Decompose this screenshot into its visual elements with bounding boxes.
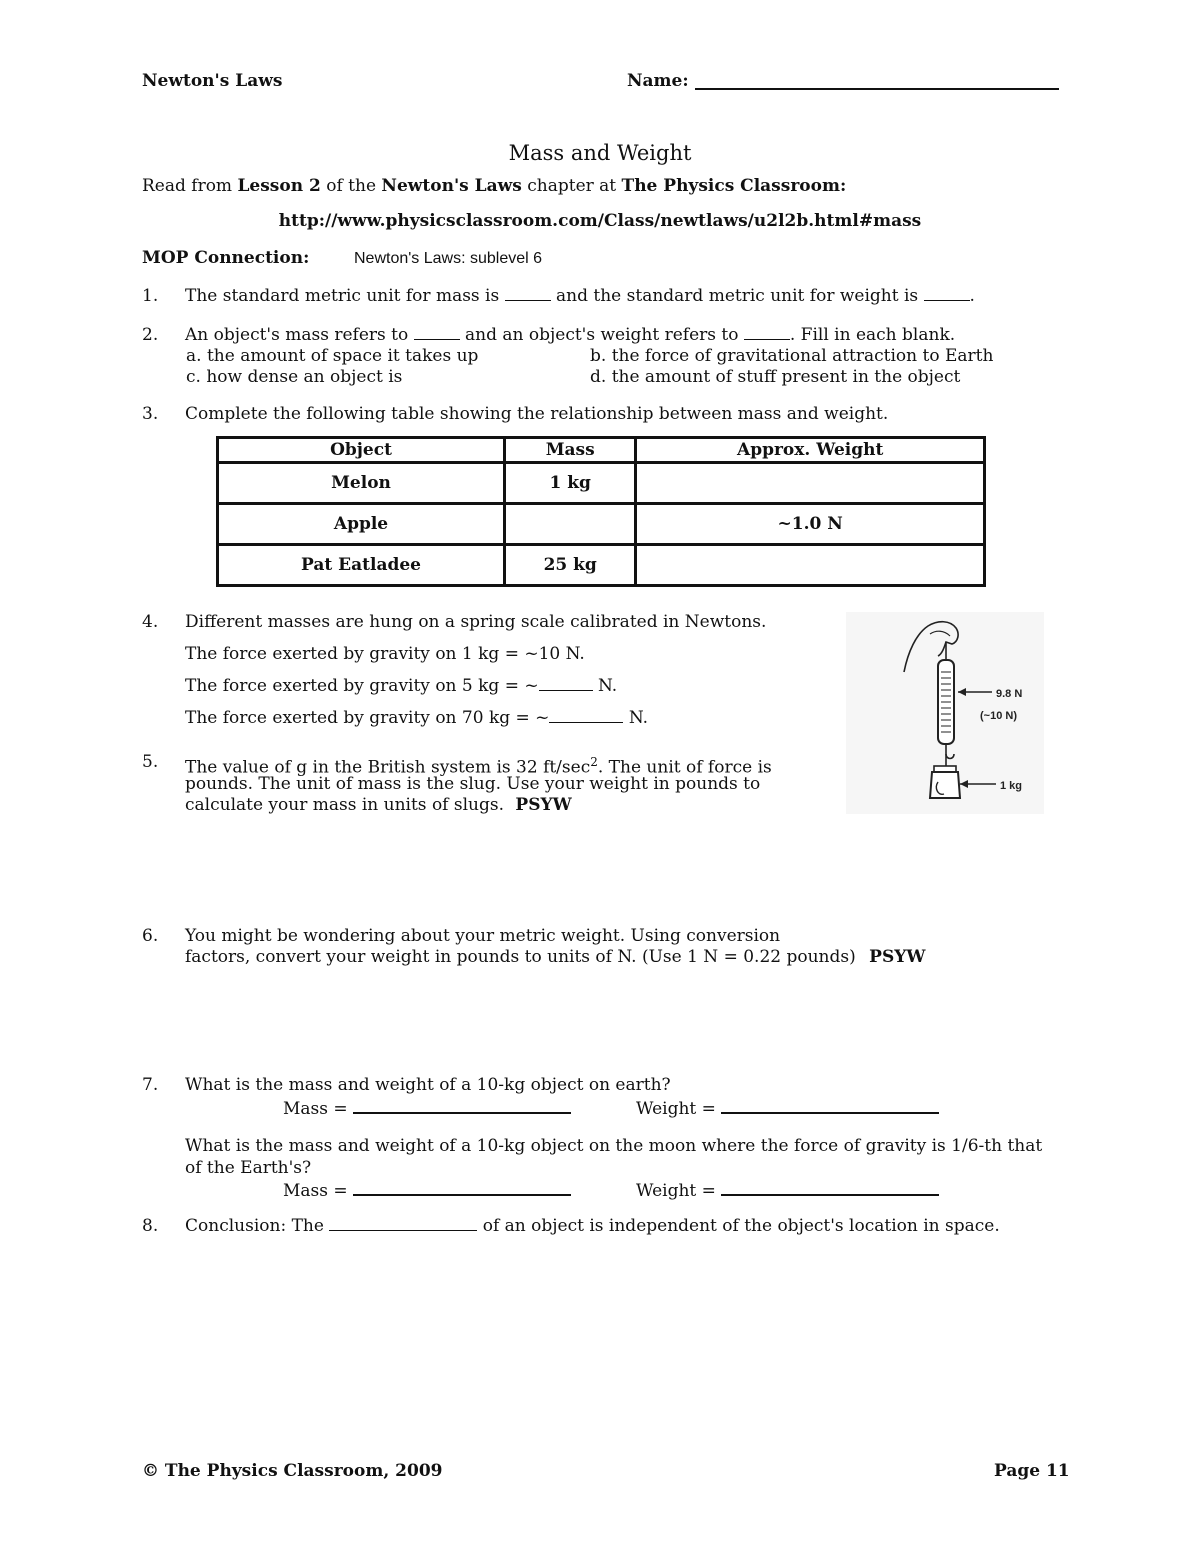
table-row bbox=[218, 463, 985, 504]
q5-psyw: PSYW bbox=[515, 795, 572, 815]
lesson-url-link[interactable]: http://www.physicsclassroom.com/Class/newtlaws/u2l2b.html#mass bbox=[278, 211, 922, 231]
table-cell-weight[interactable] bbox=[636, 545, 985, 586]
q4-line2 bbox=[185, 676, 617, 697]
q7-earth-weight bbox=[636, 1098, 939, 1120]
q5-number: 5. bbox=[142, 752, 159, 772]
spring-scale-figure bbox=[846, 612, 1044, 814]
q7-earth-mass-field[interactable] bbox=[353, 1098, 571, 1114]
table-row bbox=[218, 504, 985, 545]
q6-psyw: PSYW bbox=[869, 947, 926, 967]
q7-earth-mass bbox=[283, 1098, 571, 1120]
table-cell-weight: ~1.0 N bbox=[636, 504, 985, 545]
label-approx: (~10 N) bbox=[980, 710, 1017, 722]
mass-block bbox=[930, 772, 960, 798]
q1-text bbox=[185, 286, 975, 307]
q7-moon-weight-field[interactable] bbox=[721, 1180, 939, 1196]
q7-moon-mass bbox=[283, 1180, 571, 1202]
q8-number: 8. bbox=[142, 1216, 159, 1236]
q4-line3-text: The force exerted by gravity on 70 kg = ~ bbox=[185, 708, 550, 728]
q2-option-c: c. how dense an object is bbox=[186, 367, 403, 387]
q2-blank-mass[interactable] bbox=[414, 325, 460, 340]
q8-part1: Conclusion: The bbox=[185, 1216, 324, 1236]
spring-scale-illustration bbox=[846, 612, 1044, 814]
table-cell-weight[interactable] bbox=[636, 463, 985, 504]
q1-blank-mass[interactable] bbox=[505, 286, 551, 301]
q4-line3-unit: N. bbox=[628, 708, 649, 728]
q8-text bbox=[185, 1216, 1000, 1237]
q4-line1: The force exerted by gravity on 1 kg = ~10 N. bbox=[185, 644, 585, 664]
site-text: The Physics Classroom: bbox=[621, 176, 847, 196]
q7-number: 7. bbox=[142, 1075, 159, 1095]
q2-part1: An object's mass refers to bbox=[185, 325, 409, 345]
q4-line2-text: The force exerted by gravity on 5 kg = ~ bbox=[185, 676, 539, 696]
q7-earth-mass-label: Mass = bbox=[283, 1099, 348, 1119]
chapter-at-text: chapter at bbox=[527, 176, 617, 196]
q7-text-moon-1: What is the mass and weight of a 10-kg object on the moon where the force of gravity is 1/6-th that bbox=[185, 1136, 1043, 1156]
mop-label: MOP Connection: bbox=[142, 248, 310, 268]
of-the-text: of the bbox=[326, 176, 377, 196]
q7-moon-mass-field[interactable] bbox=[353, 1180, 571, 1196]
q2-option-b: b. the force of gravitational attraction to Earth bbox=[590, 346, 994, 366]
q7-text-earth: What is the mass and weight of a 10-kg object on earth? bbox=[185, 1075, 671, 1095]
intro-line bbox=[142, 176, 846, 197]
q1-number: 1. bbox=[142, 286, 159, 306]
footer-page-number: Page 11 bbox=[994, 1461, 1070, 1481]
name-label: Name: bbox=[627, 71, 689, 91]
lesson-text: Lesson 2 bbox=[237, 176, 321, 196]
q6-number: 6. bbox=[142, 926, 159, 946]
page-title: Mass and Weight bbox=[508, 141, 692, 165]
read-from-text: Read from bbox=[142, 176, 233, 196]
q2-text bbox=[185, 325, 955, 346]
name-field-line[interactable] bbox=[695, 88, 1059, 90]
q2-option-a: a. the amount of space it takes up bbox=[186, 346, 479, 366]
q6-line1: You might be wondering about your metric weight. Using conversion bbox=[185, 926, 781, 946]
table-header-mass: Mass bbox=[505, 438, 636, 463]
q8-blank[interactable] bbox=[329, 1216, 477, 1231]
table-cell-mass: 25 kg bbox=[505, 545, 636, 586]
q4-text: Different masses are hung on a spring scale calibrated in Newtons. bbox=[185, 612, 767, 632]
table-cell-mass[interactable] bbox=[505, 504, 636, 545]
label-mass: 1 kg bbox=[1000, 780, 1023, 792]
q4-blank-5kg[interactable] bbox=[539, 676, 593, 691]
table-row bbox=[218, 545, 985, 586]
q5-exponent: 2 bbox=[590, 755, 598, 769]
q1-end: . bbox=[969, 286, 975, 306]
q6-line2 bbox=[185, 947, 925, 968]
q3-text: Complete the following table showing the relationship between mass and weight. bbox=[185, 404, 889, 424]
q7-moon-weight bbox=[636, 1180, 939, 1202]
mop-value: Newton's Laws: sublevel 6 bbox=[354, 250, 543, 267]
label-force: 9.8 N bbox=[996, 688, 1023, 700]
q8-part2: of an object is independent of the object's location in space. bbox=[482, 1216, 1000, 1236]
q4-blank-70kg[interactable] bbox=[549, 708, 623, 723]
q3-number: 3. bbox=[142, 404, 159, 424]
q5-line3-text: calculate your mass in units of slugs. bbox=[185, 795, 504, 815]
q2-blank-weight[interactable] bbox=[744, 325, 790, 340]
q1-part1: The standard metric unit for mass is bbox=[185, 286, 500, 306]
q2-option-d: d. the amount of stuff present in the object bbox=[590, 367, 961, 387]
table-cell-object: Pat Eatladee bbox=[218, 545, 505, 586]
chapter-text: Newton's Laws bbox=[381, 176, 522, 196]
q4-number: 4. bbox=[142, 612, 159, 632]
table-header-object: Object bbox=[218, 438, 505, 463]
q2-number: 2. bbox=[142, 325, 159, 345]
footer-copyright: © The Physics Classroom, 2009 bbox=[142, 1461, 443, 1481]
q4-line2-unit: N. bbox=[598, 676, 618, 696]
q4-line3 bbox=[185, 708, 648, 729]
q5-line3 bbox=[185, 795, 572, 816]
q7-text-moon-2: of the Earth's? bbox=[185, 1158, 312, 1178]
q5-line1-tail: . The unit of force is bbox=[597, 757, 772, 778]
q2-part2: and an object's weight refers to bbox=[465, 325, 739, 345]
mass-weight-table bbox=[216, 436, 986, 587]
q5-line2: pounds. The unit of mass is the slug. Use your weight in pounds to bbox=[185, 774, 761, 794]
table-header-row bbox=[218, 438, 985, 463]
q7-moon-mass-label: Mass = bbox=[283, 1181, 348, 1201]
q1-part2: and the standard metric unit for weight is bbox=[556, 286, 919, 306]
q7-moon-weight-label: Weight = bbox=[636, 1181, 716, 1201]
table-header-weight: Approx. Weight bbox=[636, 438, 985, 463]
q7-earth-weight-field[interactable] bbox=[721, 1098, 939, 1114]
q1-blank-weight[interactable] bbox=[924, 286, 970, 301]
q7-earth-weight-label: Weight = bbox=[636, 1099, 716, 1119]
table-cell-mass: 1 kg bbox=[505, 463, 636, 504]
running-header-chapter: Newton's Laws bbox=[142, 71, 283, 91]
q2-part3: . Fill in each blank. bbox=[789, 325, 956, 345]
table-cell-object: Apple bbox=[218, 504, 505, 545]
q6-line2-text: factors, convert your weight in pounds to units of N. (Use 1 N = 0.22 pounds) bbox=[185, 947, 856, 967]
table-cell-object: Melon bbox=[218, 463, 505, 504]
q5-line1-text: The value of g in the British system is 32 ft/sec bbox=[185, 757, 591, 778]
